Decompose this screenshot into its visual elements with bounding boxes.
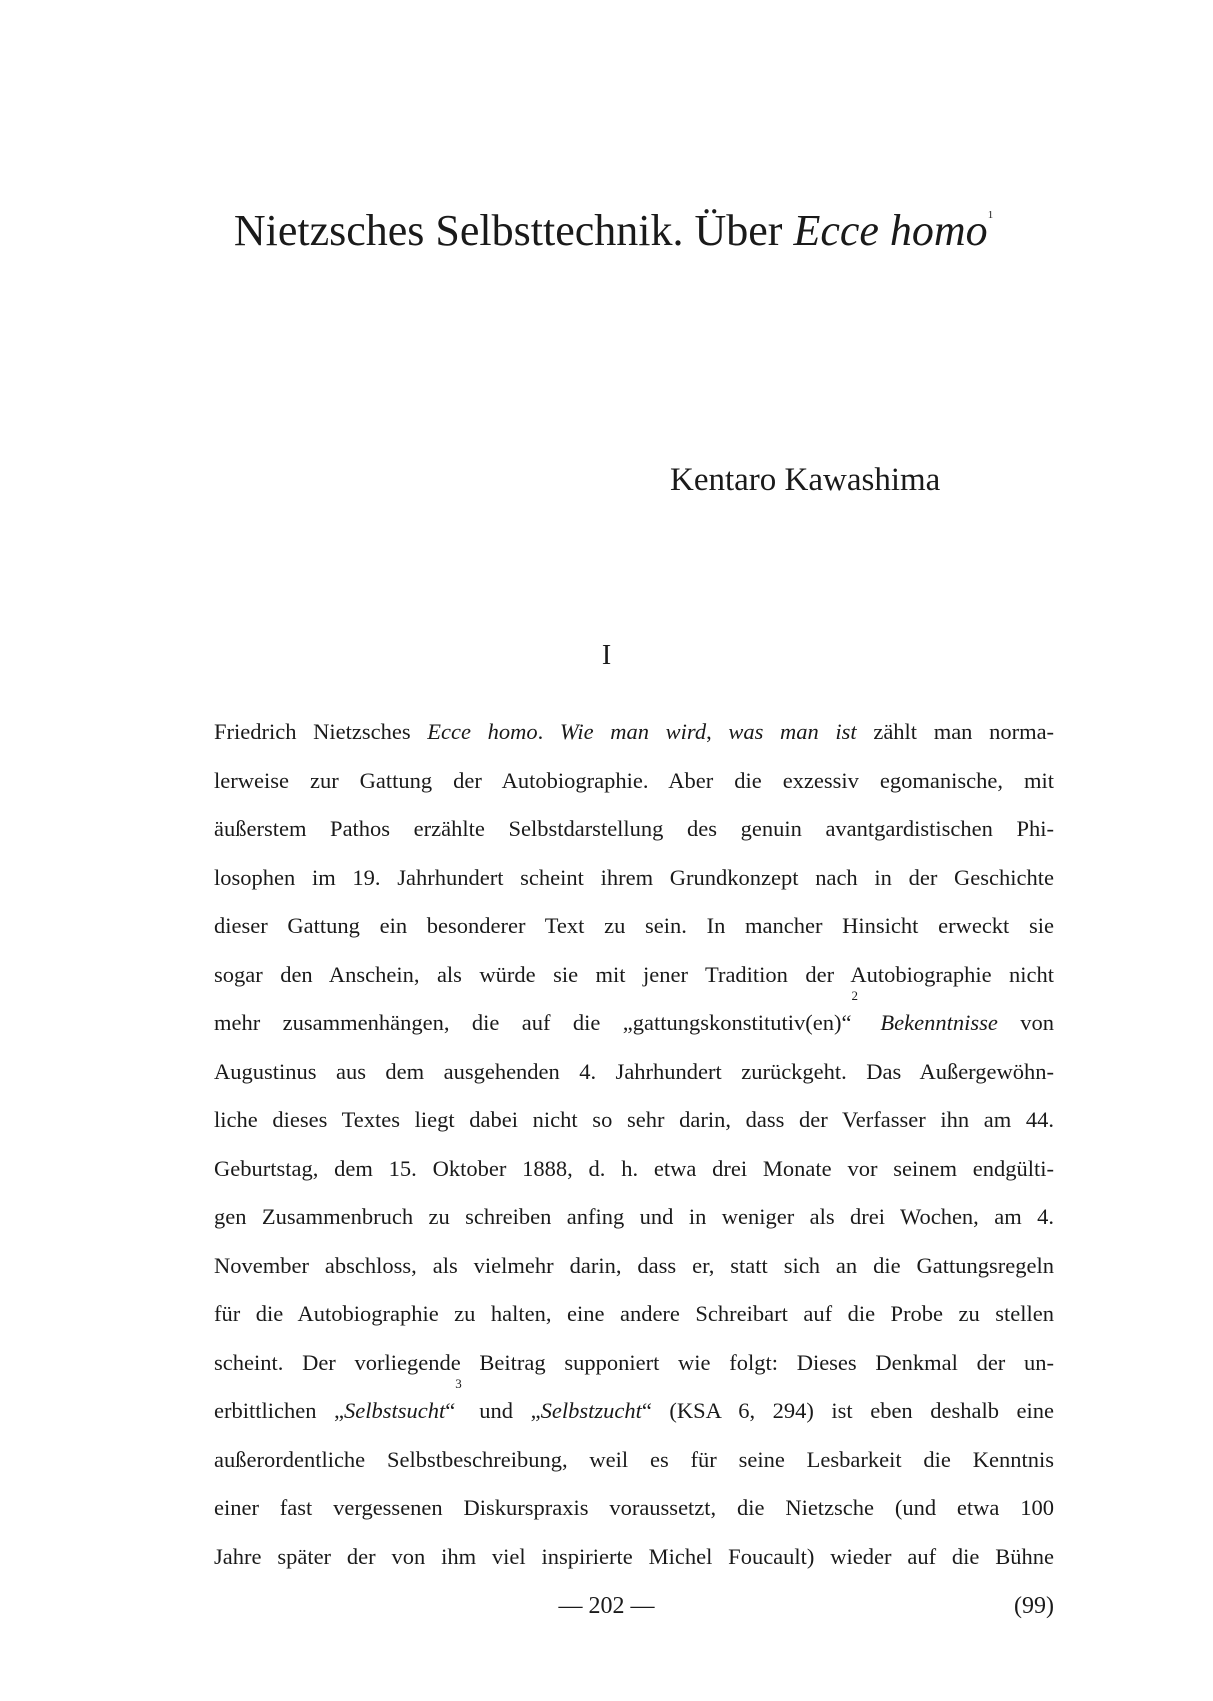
text-line <box>214 902 1054 951</box>
folio: — 202 — <box>558 1593 655 1619</box>
text-segment: “ <box>445 1398 456 1423</box>
italic-text: Selbstsucht <box>344 1398 446 1423</box>
text-line <box>214 1290 1054 1339</box>
text-segment <box>858 1010 880 1035</box>
text-line <box>214 1533 1054 1582</box>
text-line <box>214 988 1054 1048</box>
text-line <box>214 854 1054 903</box>
text-segment: Augustinus aus dem ausgehenden 4. Jahrhundert zurückgeht. Das Außergewöhn- <box>214 1058 1054 1084</box>
italic-text: Wie man wird <box>559 719 707 744</box>
text-segment: Geburtstag, dem 15. Oktober 1888, d. h. etwa drei Monate vor seinem endgülti- <box>214 1155 1054 1181</box>
text-segment: einer fast vergessenen Diskurspraxis voraussetzt, die Nietzsche (und etwa 100 <box>214 1495 1054 1520</box>
text-segment: äußerstem Pathos erzählte Selbstdarstellung des genuin avantgardistischen Phi- <box>214 816 1054 841</box>
text-line <box>214 951 1054 1000</box>
text-line <box>214 757 1054 806</box>
text-segment: erbittlichen „ <box>214 1398 344 1423</box>
text-segment: November abschloss, als vielmehr darin, dass er, statt sich an die Gattungsregeln <box>214 1252 1054 1278</box>
text-segment: außerordentliche Selbstbeschreibung, weil es für seine Lesbarkeit die Kenntnis <box>214 1446 1054 1472</box>
text-segment: Jahre später der von ihm viel inspirierte Michel Foucault) wieder auf die Bühne <box>214 1543 1054 1569</box>
section-heading: I <box>601 640 612 671</box>
text-segment: , <box>706 719 729 744</box>
text-segment: mehr zusammenhängen, die auf die „gattungskonstitutiv(en)“ <box>214 1010 852 1035</box>
footnote-marker: 2 <box>851 988 858 1003</box>
footnote-marker: 3 <box>455 1376 462 1391</box>
text-segment: zählt man norma- <box>856 719 1055 744</box>
text-segment: losophen im 19. Jahrhundert scheint ihrem Grundkonzept nach in der Geschichte <box>214 864 1054 890</box>
text-segment: und „ <box>461 1398 541 1423</box>
italic-text: Selbstzucht <box>540 1398 642 1423</box>
title-text: Nietzsches Selbsttechnik. Über <box>233 206 794 255</box>
text-segment: scheint. Der vorliegende Beitrag supponiert wie folgt: Dieses Denkmal der un- <box>214 1349 1054 1375</box>
text-segment: für die Autobiographie zu halten, eine andere Schreibart auf die Probe zu stellen <box>214 1301 1054 1326</box>
text-line <box>214 1193 1054 1242</box>
italic-text: was man ist <box>728 719 857 744</box>
text-line <box>214 1484 1054 1533</box>
text-line <box>214 805 1054 854</box>
text-line <box>214 708 1054 757</box>
article-title <box>0 205 1213 256</box>
text-segment: “ (KSA 6, 294) ist eben deshalb eine <box>641 1398 1054 1423</box>
italic-text: Bekenntnisse <box>880 1010 998 1035</box>
text-line <box>214 1096 1054 1145</box>
text-segment: . <box>537 719 560 744</box>
text-line <box>214 1436 1054 1485</box>
text-segment: Friedrich Nietzsches <box>214 719 428 744</box>
body-text <box>214 708 1054 1581</box>
italic-text: Ecce homo <box>427 719 538 744</box>
text-line <box>214 1048 1054 1097</box>
text-segment: dieser Gattung ein besonderer Text zu sein. In mancher Hinsicht erweckt sie <box>214 913 1054 938</box>
text-segment: sogar den Anschein, als würde sie mit jener Tradition der Autobiographie nicht <box>214 961 1054 987</box>
text-segment: von <box>997 1010 1054 1035</box>
text-line <box>214 1242 1054 1291</box>
text-line <box>214 1339 1054 1388</box>
text-segment: lerweise zur Gattung der Autobiographie. Aber die exzessiv egomanische, mit <box>214 767 1054 793</box>
page-number: (99) <box>1014 1593 1054 1619</box>
text-line <box>214 1376 1054 1436</box>
footnote-marker: 1 <box>987 209 994 221</box>
text-line <box>214 1145 1054 1194</box>
author-name: Kentaro Kawashima <box>670 462 941 498</box>
text-segment: gen Zusammenbruch zu schreiben anfing und in weniger als drei Wochen, am 4. <box>214 1204 1054 1229</box>
text-segment: liche dieses Textes liegt dabei nicht so sehr darin, dass der Verfasser ihn am 44. <box>214 1107 1054 1132</box>
title-italic: Ecce homo <box>793 206 988 255</box>
